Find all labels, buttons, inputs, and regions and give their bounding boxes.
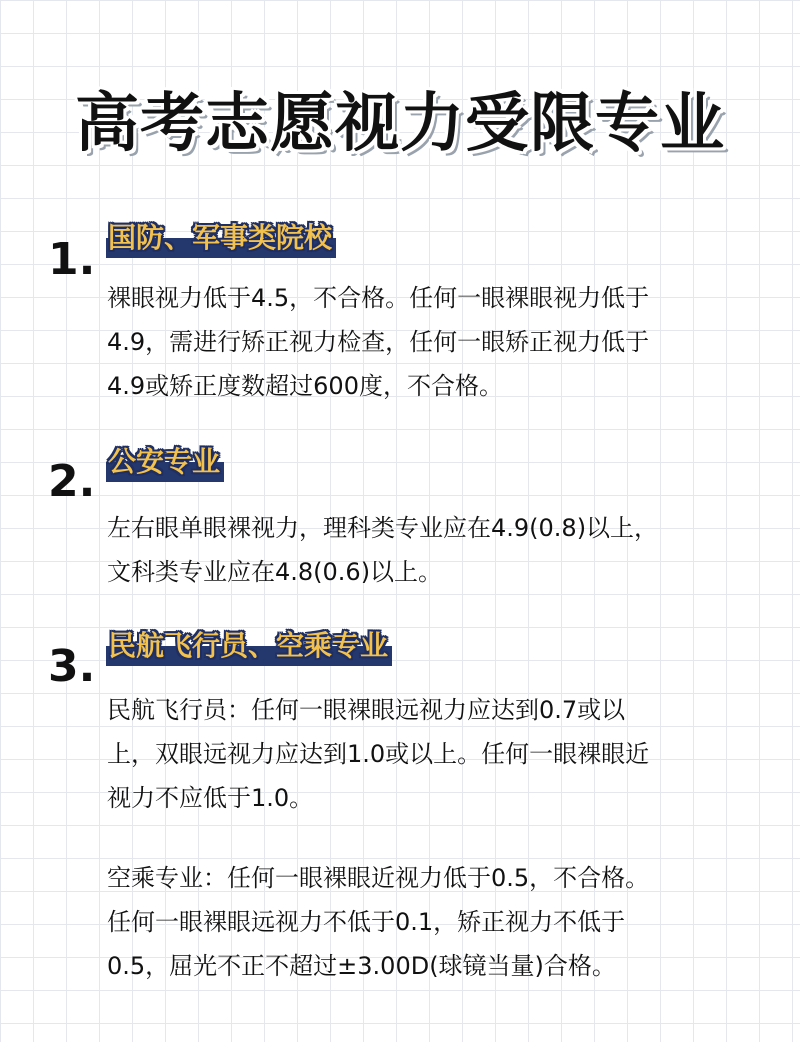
body-line: 0.5，屈光不正不超过±3.00D(球镜当量)合格。 [107, 952, 616, 980]
section-heading: 民航飞行员、空乘专业 [106, 630, 392, 666]
body-line: 文科类专业应在4.8(0.6)以上。 [107, 558, 443, 586]
body-line: 任何一眼裸眼远视力不低于0.1，矫正视力不低于 [107, 908, 626, 936]
body-line: 裸眼视力低于4.5，不合格。任何一眼裸眼视力低于 [107, 284, 650, 312]
body-line: 空乘专业：任何一眼裸眼近视力低于0.5，不合格。 [107, 864, 650, 892]
page-title: 高考志愿视力受限专业 [75, 87, 725, 161]
section-heading: 国防、军事类院校 [106, 222, 336, 258]
section-number: 3. [48, 641, 96, 692]
section-body-flight-attendant [107, 856, 767, 988]
body-line: 4.9或矫正度数超过600度，不合格。 [107, 372, 503, 400]
section-heading: 公安专业 [106, 446, 224, 482]
body-line: 4.9，需进行矫正视力检查，任何一眼矫正视力低于 [107, 328, 650, 356]
section-body [107, 506, 767, 594]
section-number: 2. [48, 456, 96, 507]
section-number: 1. [48, 234, 96, 285]
body-line: 民航飞行员：任何一眼裸眼远视力应达到0.7或以 [107, 696, 626, 724]
body-line: 上，双眼远视力应达到1.0或以上。任何一眼裸眼近 [107, 740, 650, 768]
section-body-pilot [107, 688, 767, 820]
section-body [107, 276, 767, 408]
body-line: 视力不应低于1.0。 [107, 784, 314, 812]
body-line: 左右眼单眼裸视力，理科类专业应在4.9(0.8)以上， [107, 514, 659, 542]
